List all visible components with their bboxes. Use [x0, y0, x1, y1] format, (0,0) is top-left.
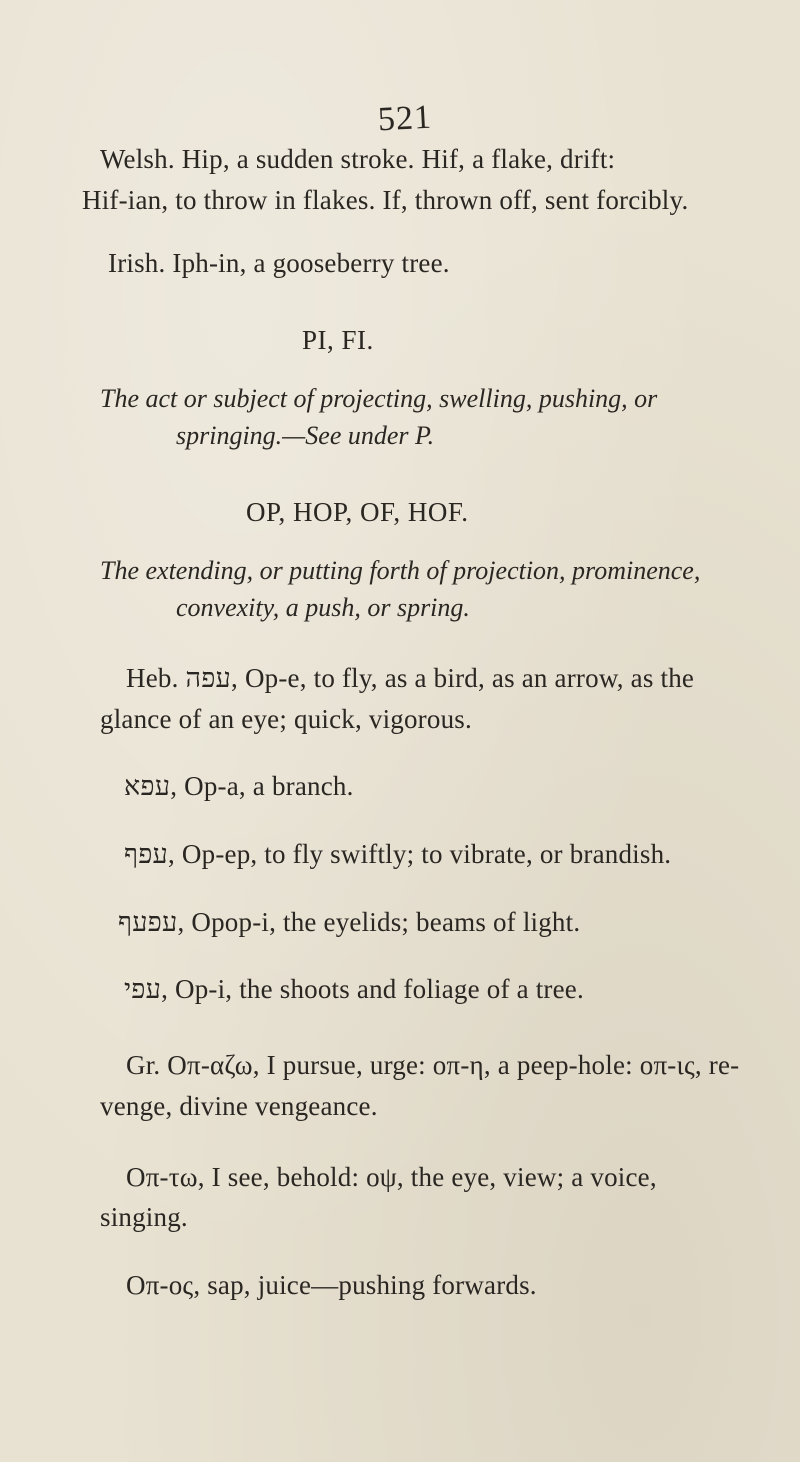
greek-entry-line-2: venge, divine vengeance. — [100, 1091, 378, 1121]
pi-definition-line-1: The act or subject of projecting, swelling, pushing, or — [100, 384, 658, 413]
greek-entry-line-3: Οπ-τω, I see, behold: οψ, the eye, view; a voice, — [126, 1162, 657, 1192]
hebrew-entry-opi: עפי, Op-i, the shoots and foliage of a tree. — [124, 974, 584, 1004]
hebrew-entry-line-2: glance of an eye; quick, vigorous. — [100, 704, 472, 734]
op-definition-line-1: The extending, or putting forth of projection, prominence, — [100, 556, 701, 585]
op-definition-line-2: convexity, a push, or spring. — [176, 593, 470, 622]
welsh-entry-line-2: Hif-ian, to throw in flakes. If, thrown off, sent forcibly. — [82, 185, 689, 215]
welsh-entry-line-1: Welsh. Hip, a sudden stroke. Hif, a flake, drift: — [100, 144, 616, 174]
pi-definition-line-2: springing.—See under P. — [176, 421, 435, 450]
heading-pi-fi: PI, FI. — [302, 325, 374, 355]
hebrew-entry-opep: עפף, Op-ep, to fly swiftly; to vibrate, or brandish. — [124, 839, 672, 869]
hebrew-entry-line-1: Heb. עפה, Op-e, to fly, as a bird, as an arrow, as the — [126, 663, 695, 693]
greek-entry-line-1: Gr. Οπ-αζω, I pursue, urge: οπ-η, a peep-hole: οπ-ις, re- — [126, 1050, 740, 1080]
hebrew-entry-opa: עפא, Op-a, a branch. — [124, 771, 354, 801]
irish-entry: Irish. Iph-in, a gooseberry tree. — [108, 248, 450, 278]
heading-op-hop-of-hof: OP, HOP, OF, HOF. — [246, 497, 469, 527]
hebrew-entry-opopi: עפעף, Opop-i, the eyelids; beams of light. — [118, 907, 581, 937]
greek-entry-line-5: Οπ-ος, sap, juice—pushing forwards. — [126, 1270, 537, 1300]
greek-entry-line-4: singing. — [100, 1202, 188, 1232]
page-number: 521 — [377, 98, 433, 139]
